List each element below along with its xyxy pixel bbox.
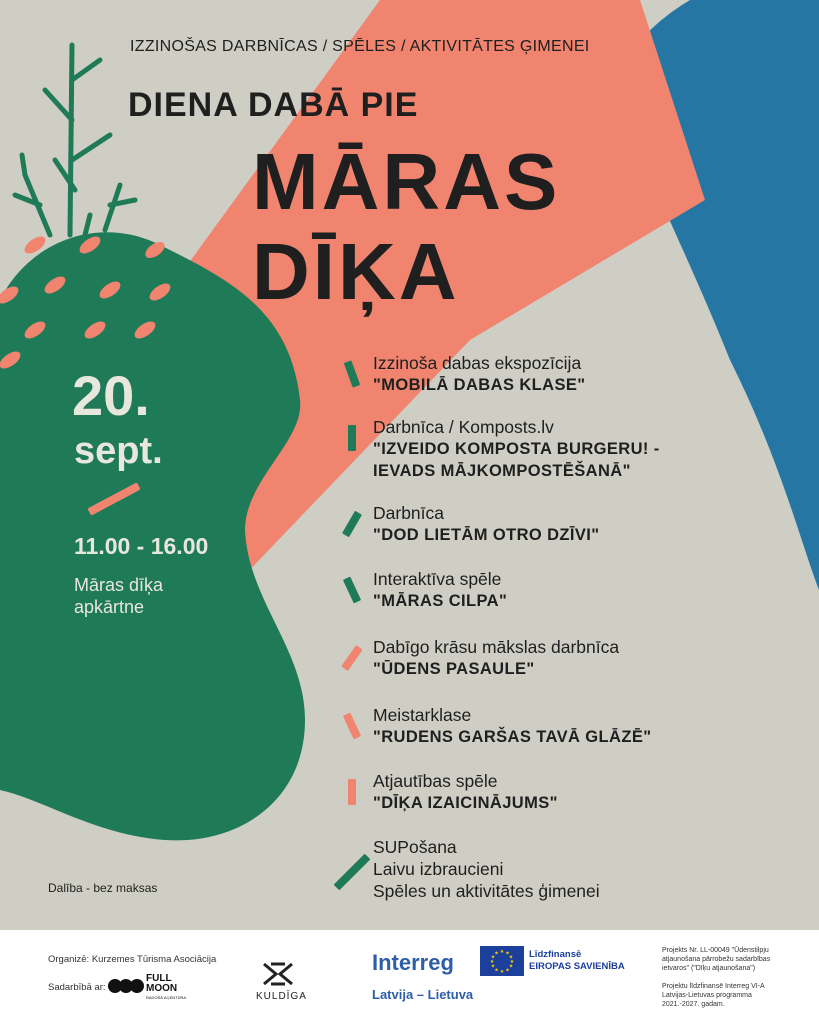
subtitle: DIENA DABĀ PIE: [128, 86, 419, 124]
event-title: "IZVEIDO KOMPOSTA BURGERU! -: [373, 440, 660, 458]
event-item: [346, 836, 786, 902]
eu-cofinance-label: Līdzfinansē: [529, 949, 582, 960]
svg-text:★: ★: [509, 959, 515, 965]
organizer-text: Organizē: Kurzemes Tūrisma Asociācija: [48, 954, 217, 965]
footer: [0, 930, 819, 1024]
event-marker: [342, 511, 362, 538]
cooperation-label: Sadarbībā ar:: [48, 982, 106, 993]
svg-text:★: ★: [489, 959, 495, 965]
svg-text:★: ★: [499, 949, 505, 955]
events-list: [346, 352, 786, 902]
cofinance-info: [662, 982, 765, 1009]
interreg-logo: Interreg: [372, 950, 454, 975]
event-day: 20.: [72, 364, 150, 427]
event-item: [346, 352, 786, 396]
svg-text:★: ★: [490, 954, 496, 961]
eu-flag-icon: [480, 946, 524, 976]
event-item: [346, 416, 786, 482]
kuldiga-emblem-icon: [262, 962, 294, 986]
event-title: "DOD LIETĀM OTRO DZĪVI": [373, 526, 600, 544]
event-marker: [348, 779, 356, 805]
event-type: Darbnīca / Komposts.lv: [373, 417, 554, 437]
event-type: Atjautības spēle: [373, 771, 498, 791]
moon-icon: [108, 977, 144, 995]
event-type: Darbnīca: [373, 503, 445, 523]
svg-text:★: ★: [490, 963, 496, 970]
project-line: atjaunošana pārrobežu sadarbības: [662, 956, 771, 963]
event-marker: [343, 713, 361, 740]
event-time: 11.00 - 16.00: [74, 533, 209, 559]
event-item: [346, 502, 786, 546]
event-item: [346, 636, 786, 680]
event-type: Meistarklase: [373, 705, 472, 725]
svg-text:★: ★: [494, 967, 499, 974]
event-title: "MĀRAS CILPA": [373, 592, 508, 610]
event-title: "RUDENS GARŠAS TAVĀ GLĀZĒ": [373, 728, 652, 746]
fullmoon-line2: MOON: [146, 983, 178, 994]
event-item: [346, 770, 786, 814]
event-place: Māras dīķa apkārtne: [74, 575, 164, 617]
event-title: "DĪĶA IZAICINĀJUMS": [373, 794, 558, 812]
fullmoon-logo: [108, 974, 188, 1004]
event-type: Spēles un aktivitātes ģimenei: [373, 881, 600, 901]
event-type: Dabīgo krāsu mākslas darbnīca: [373, 637, 620, 657]
svg-text:★: ★: [505, 950, 510, 957]
fullmoon-line3: RADOŠĀ AĢENTŪRA: [146, 995, 187, 1000]
eu-name: EIROPAS SAVIENĪBA: [529, 961, 625, 972]
event-type: Izzinoša dabas ekspozīcija: [373, 353, 582, 373]
svg-text:★: ★: [508, 963, 514, 970]
branch-icon: [15, 45, 135, 235]
svg-text:★: ★: [494, 950, 499, 957]
project-line: ietvaros" ("Dīķu atjaunošana"): [662, 965, 756, 972]
svg-text:★: ★: [508, 954, 514, 961]
event-marker: [343, 577, 361, 604]
cofinance-line: Latvijas-Lietuvas programma: [662, 992, 752, 999]
event-title: "MOBILĀ DABAS KLASE": [373, 376, 586, 394]
event-type: SUPošana: [373, 837, 457, 857]
event-item: [346, 704, 786, 748]
project-info: [662, 946, 770, 973]
cofinance-line: Projektu līdzfinansē Interreg VI-A: [662, 983, 765, 990]
participation-note: Dalība - bez maksas: [48, 881, 158, 895]
svg-text:★: ★: [505, 967, 510, 974]
event-item: [346, 568, 786, 612]
title-line-1: MĀRAS: [252, 137, 561, 226]
title-line-2: DĪĶA: [252, 227, 460, 316]
event-type: Interaktīva spēle: [373, 569, 502, 589]
event-month: sept.: [74, 430, 163, 472]
event-marker: [348, 425, 356, 451]
svg-text:★: ★: [499, 969, 505, 975]
event-type: Laivu izbraucieni: [373, 859, 504, 879]
interreg-region: Latvija – Lietuva: [372, 987, 474, 1002]
fullmoon-line1: FULL: [146, 973, 172, 984]
project-line: Projekts Nr. LL-00049 "Ūdenstilpju: [662, 947, 769, 954]
event-title: "ŪDENS PASAULE": [373, 660, 535, 678]
event-title-cont: IEVADS MĀJKOMPOSTĒŠANĀ": [373, 462, 631, 480]
cofinance-line: 2021.-2027. gadam.: [662, 1001, 725, 1008]
event-marker: [344, 360, 360, 387]
topline: IZZINOŠAS DARBNĪCAS / SPĒLES / AKTIVITĀTES ĢIMENEI: [130, 38, 590, 55]
kuldiga-label: KULDĪGA: [256, 991, 307, 1002]
